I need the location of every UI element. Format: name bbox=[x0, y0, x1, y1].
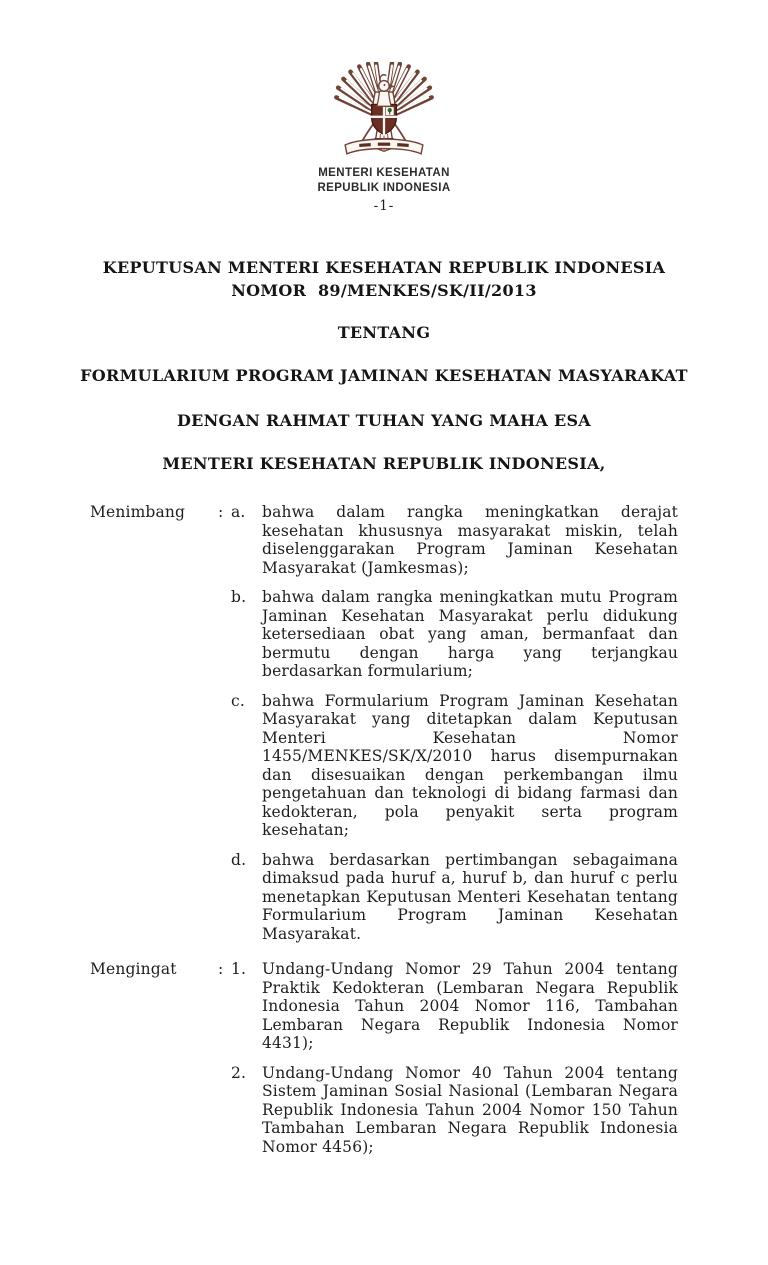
letterhead-republic: REPUBLIK INDONESIA bbox=[317, 182, 451, 194]
clause-marker-cell bbox=[218, 960, 262, 979]
clause-marker-c: c. bbox=[231, 691, 245, 710]
clause-row bbox=[90, 1064, 678, 1157]
clause-marker-a: a. bbox=[231, 503, 246, 521]
clause-marker-d: d. bbox=[231, 850, 247, 869]
clause-text-1: Undang-Undang Nomor 29 Tahun 2004 tentang Praktik Kedokteran (Lembaran Negara Republik Indonesia Tahun 2004 Nomor 116, Tambahan Lembaran Negara Republik Indonesia Nomor 4431); bbox=[262, 960, 678, 1052]
clause-marker-1: 1. bbox=[231, 960, 247, 978]
clause-row bbox=[90, 503, 678, 577]
clause-text-d: bahwa berdasarkan pertimbangan sebagaimana dimaksud pada huruf a, huruf b, dan huruf c perlu menetapkan Keputusan Menteri Kesehatan tentang Formularium Program Jaminan Kesehatan Masyarakat. bbox=[262, 850, 678, 943]
section-colon: : bbox=[218, 960, 224, 978]
clause-row bbox=[90, 851, 678, 944]
colon-spacer bbox=[218, 692, 231, 711]
decree-number: NOMOR 89/MENKES/SK/II/2013 bbox=[231, 281, 537, 300]
clause-row bbox=[90, 588, 678, 681]
clause-marker-cell bbox=[218, 692, 262, 711]
letterhead-ministry: MENTERI KESEHATAN bbox=[318, 167, 450, 179]
tentang-heading: TENTANG bbox=[337, 323, 431, 342]
clause-row bbox=[90, 692, 678, 840]
clause-marker-cell bbox=[218, 851, 262, 870]
clause-marker-cell bbox=[218, 588, 262, 607]
clause-text-c: bahwa Formularium Program Jaminan Kesehatan Masyarakat yang ditetapkan dalam Keputusan Menteri Kesehatan Nomor 1455/MENKES/SK/X/2010 harus disempurnakan dan disesuaikan dengan perkembangan ilmu pengetahuan dan teknologi di bidang farmasi dan kedokteran, pola penyakit serta program kesehatan; bbox=[262, 691, 678, 839]
page-number: -1- bbox=[373, 198, 395, 214]
colon-spacer bbox=[218, 1064, 231, 1083]
letterhead bbox=[0, 62, 768, 195]
authority-line: MENTERI KESEHATAN REPUBLIK INDONESIA, bbox=[162, 454, 606, 473]
decree-subject: FORMULARIUM PROGRAM JAMINAN KESEHATAN MASYARAKAT bbox=[80, 366, 688, 385]
clause-row bbox=[90, 960, 678, 1053]
clause-text-b: bahwa dalam rangka meningkatkan mutu Program Jaminan Kesehatan Masyarakat perlu didukung ketersediaan obat yang aman, bermanfaat dan bermutu dengan harga yang terjangkau berdasarkan formularium; bbox=[262, 588, 678, 680]
section-colon: : bbox=[218, 503, 224, 521]
clause-marker-2: 2. bbox=[231, 1063, 247, 1082]
clause-marker-b: b. bbox=[231, 588, 247, 606]
clause-marker-cell bbox=[218, 1064, 262, 1083]
clause-text-a: bahwa dalam rangka meningkatkan derajat kesehatan khususnya masyarakat miskin, telah diselenggarakan Program Jaminan Kesehatan Masyarakat (Jamkesmas); bbox=[262, 503, 678, 577]
decree-body bbox=[90, 503, 678, 1156]
garuda-pancasila-emblem bbox=[331, 62, 437, 161]
invocation-line: DENGAN RAHMAT TUHAN YANG MAHA ESA bbox=[176, 411, 592, 430]
section-mengingat bbox=[90, 960, 678, 1156]
section-menimbang bbox=[90, 503, 678, 943]
decree-title-line1: KEPUTUSAN MENTERI KESEHATAN REPUBLIK INDONESIA bbox=[102, 258, 666, 277]
clause-marker-cell bbox=[218, 503, 262, 522]
colon-spacer bbox=[218, 851, 231, 870]
clause-text-2: Undang-Undang Nomor 40 Tahun 2004 tentang Sistem Jaminan Sosial Nasional (Lembaran Negara Republik Indonesia Tahun 2004 Nomor 150 Tahun Tambahan Lembaran Negara Republik Indonesia Nomor 4456); bbox=[262, 1063, 678, 1156]
section-label-menimbang: Menimbang bbox=[90, 503, 186, 521]
colon-spacer bbox=[218, 588, 231, 607]
section-label-mengingat: Mengingat bbox=[90, 960, 177, 978]
